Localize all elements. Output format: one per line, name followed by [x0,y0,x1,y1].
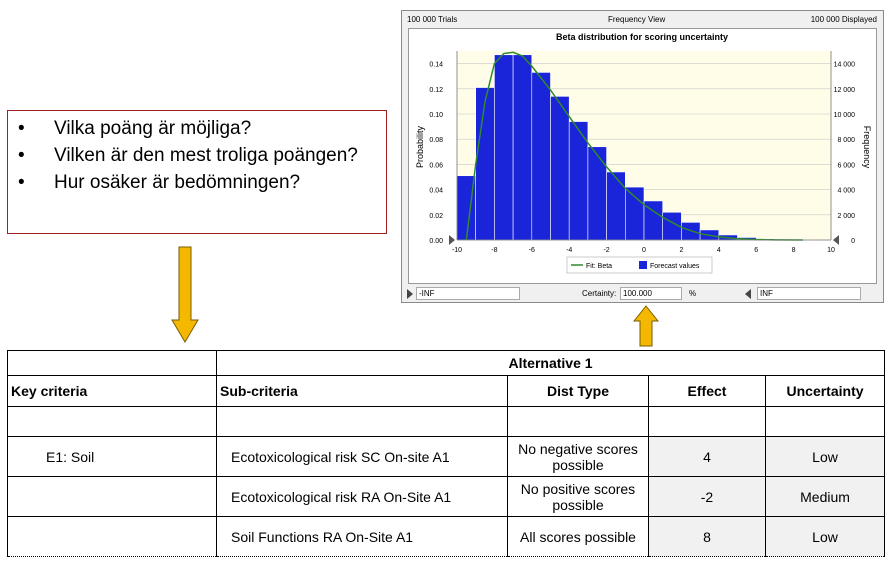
y-tick-label: 0.10 [429,112,443,119]
table-cell [649,407,766,437]
dist-type-cell: All scores possible [508,517,649,557]
column-header: Key criteria [8,376,217,407]
sub-criteria-cell: Soil Functions RA On-Site A1 [217,517,508,557]
x-tick-label: 6 [754,247,759,254]
x-tick-label: -10 [451,247,463,254]
legend-bar-swatch [639,261,647,269]
effect-cell[interactable]: -2 [649,477,766,517]
empty-header-cell [8,351,217,376]
x-tick-label: 2 [679,247,684,254]
x-tick-label: 0 [642,247,646,254]
right-grabber-icon[interactable] [744,289,752,299]
frequency-chart [409,29,876,283]
key-criteria-cell: E1: Soil [8,437,217,477]
percent-label: % [689,289,697,298]
down-arrow-icon [171,246,199,344]
y2-tick-label: 0 [851,238,855,245]
histogram-bar [494,55,513,240]
upper-bound-input[interactable]: INF [757,287,861,300]
criteria-table [7,350,885,557]
up-arrow-icon [633,305,659,347]
lower-bound-input[interactable]: -INF [416,287,520,300]
alternative-header: Alternative 1 [217,351,885,376]
certainty-input[interactable]: 100.000 [620,287,682,300]
legend-label: Fit: Beta [586,263,613,270]
question-item: • Vilken är den mest troliga poängen? [54,144,386,168]
column-header: Sub-criteria [217,376,508,407]
legend-label: Forecast values [650,263,700,270]
y2-tick-label: 8 000 [837,137,855,145]
uncertainty-cell[interactable]: Low [766,437,885,477]
table-cell [508,407,649,437]
histogram-bar [476,88,495,240]
table-cell [217,407,508,437]
window-header [402,11,883,27]
table-cell [8,407,217,437]
y-tick-label: 0.04 [429,187,443,195]
table-row [8,437,885,477]
uncertainty-cell[interactable]: Medium [766,477,885,517]
certainty-bar [402,285,883,303]
column-header: Uncertainty [766,376,885,407]
trials-label: 100 000 Trials [407,15,458,24]
x-tick-label: 8 [791,247,796,254]
left-grabber-icon[interactable] [406,289,414,299]
histogram-bar [607,172,626,240]
y2-tick-label: 12 000 [833,86,855,94]
sub-criteria-cell: Ecotoxicological risk RA On-Site A1 [217,477,508,517]
dist-type-cell: No positive scores possible [508,477,649,517]
x-tick-label: -4 [566,247,573,254]
histogram-bar [551,96,570,240]
dist-type-cell: No negative scores possible [508,437,649,477]
y-tick-label: 0.02 [429,212,443,220]
view-label: Frequency View [608,15,666,24]
x-tick-label: -6 [528,247,535,254]
question-item: • Hur osäker är bedömningen? [54,171,386,195]
right-slider-icon [833,235,839,245]
table-row [8,477,885,517]
x-tick-label: -8 [491,247,498,254]
sub-criteria-cell: Ecotoxicological risk SC On-site A1 [217,437,508,477]
x-tick-label: 4 [716,247,721,254]
x-tick-label: -2 [603,247,610,254]
chart-title: Beta distribution for scoring uncertainty [555,32,729,42]
y-tick-label: 0.12 [429,86,443,94]
y2-tick-label: 4 000 [837,187,855,195]
uncertainty-cell[interactable]: Low [766,517,885,557]
y-tick-label: 0.14 [429,61,443,69]
histogram-bar [532,72,551,240]
y-tick-label: 0.00 [429,238,443,245]
question-list [8,117,386,195]
y2-tick-label: 6 000 [837,162,855,170]
certainty-label: Certainty: [582,289,617,298]
y-tick-label: 0.06 [429,162,443,170]
y-axis-title: Probability [415,125,425,169]
frequency-view-window [401,10,884,303]
effect-cell[interactable]: 8 [649,517,766,557]
question-item: • Vilka poäng är möjliga? [54,117,386,141]
key-criteria-cell [8,477,217,517]
y-tick-label: 0.08 [429,137,443,145]
histogram-bar [625,187,644,240]
histogram-bar [588,147,607,240]
y2-axis-title: Frequency [862,125,872,169]
x-tick-label: 10 [827,247,835,254]
histogram-bar [513,55,532,240]
question-box [7,110,387,234]
y2-tick-label: 2 000 [837,212,855,220]
displayed-label: 100 000 Displayed [810,15,877,24]
left-slider-icon [449,235,455,245]
column-header: Effect [649,376,766,407]
table-row [8,517,885,557]
y2-tick-label: 14 000 [833,61,855,69]
effect-cell[interactable]: 4 [649,437,766,477]
column-header: Dist Type [508,376,649,407]
y2-tick-label: 10 000 [833,112,855,119]
table-cell [766,407,885,437]
key-criteria-cell [8,517,217,557]
chart-area [408,28,877,284]
